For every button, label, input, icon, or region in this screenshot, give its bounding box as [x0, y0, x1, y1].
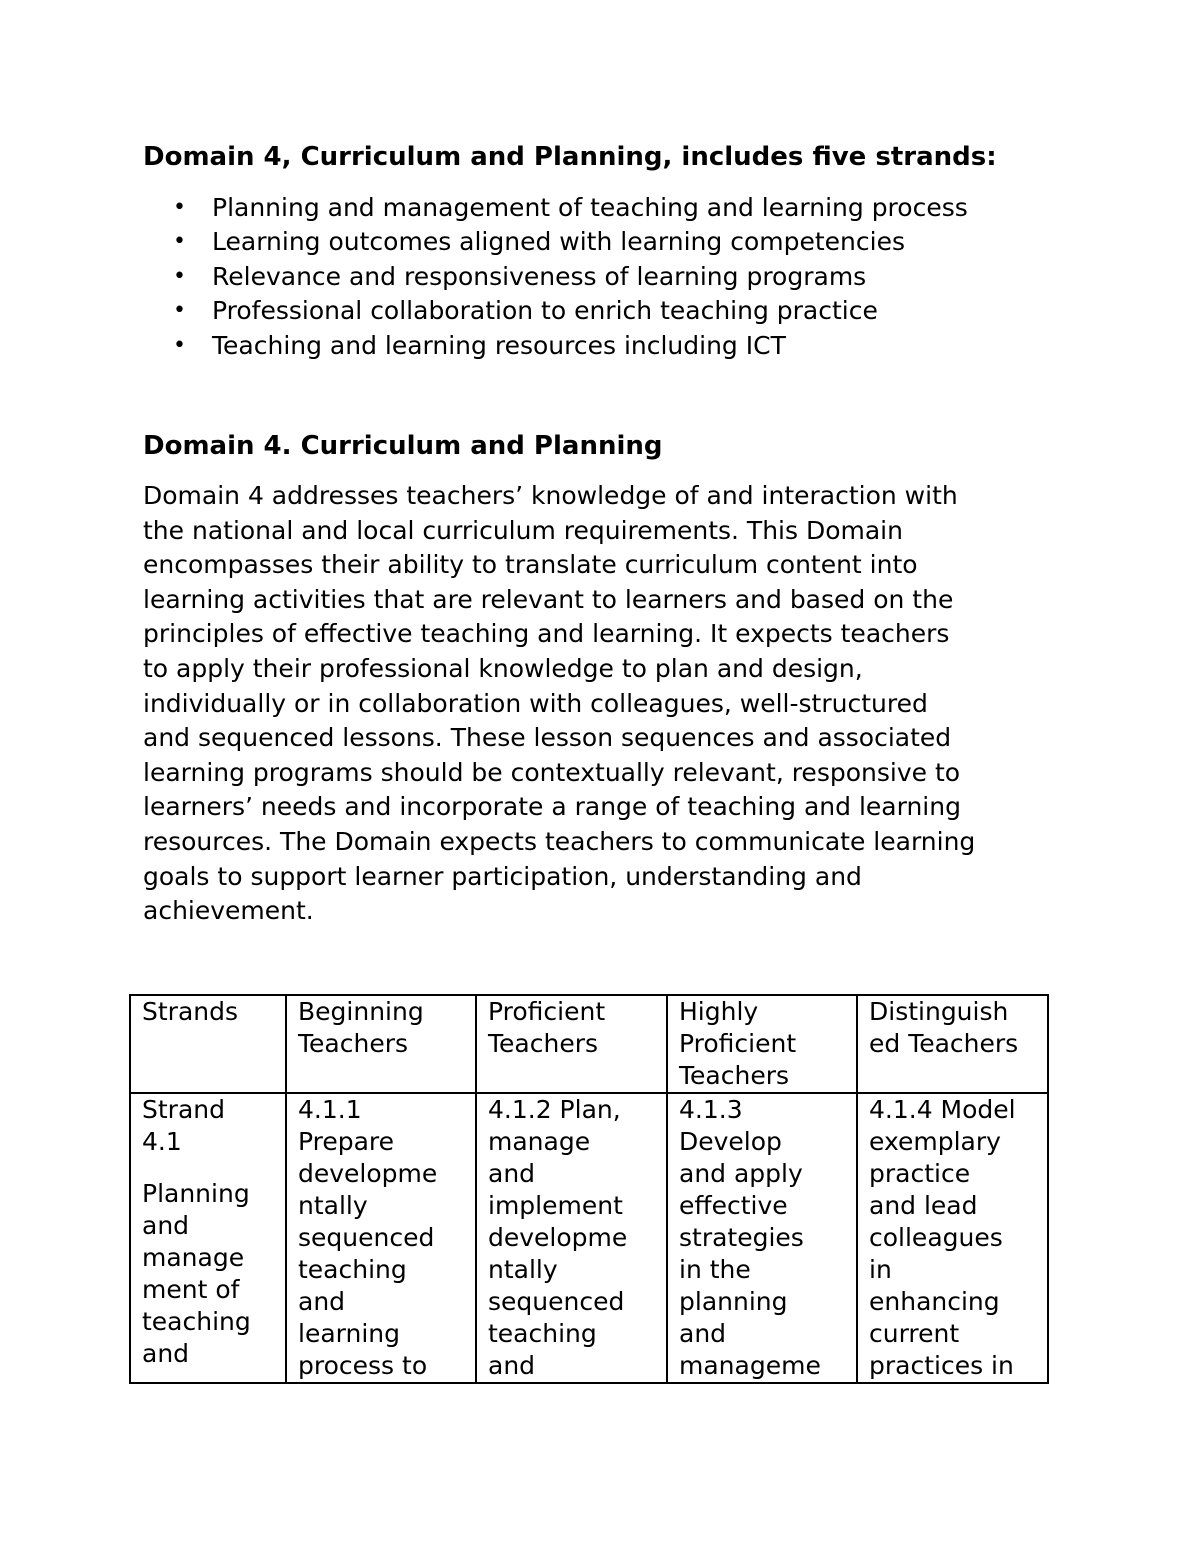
- header-line: Highly: [679, 997, 759, 1026]
- header-proficient-teachers: [476, 995, 667, 1093]
- paragraph-line: Domain 4 addresses teachers’ knowledge of and interaction with: [143, 481, 958, 510]
- header-line: Teachers: [679, 1061, 789, 1090]
- cell-beginning: [286, 1093, 476, 1383]
- cell-line: 4.1.1: [298, 1095, 362, 1124]
- list-item: [0, 329, 968, 363]
- cell-line: and: [488, 1351, 536, 1380]
- domain-description: [143, 479, 975, 929]
- cell-line: and: [142, 1211, 190, 1240]
- cell-line: planning: [679, 1287, 788, 1316]
- cell-line: manage: [488, 1127, 591, 1156]
- list-item-text: Relevance and responsiveness of learning programs: [212, 261, 867, 291]
- table-header-row: [130, 995, 1048, 1093]
- paragraph-line: achievement.: [143, 896, 314, 926]
- cell-line: manageme: [679, 1351, 821, 1380]
- cell-line: exemplary: [869, 1127, 1001, 1156]
- bullet-icon: •: [173, 195, 186, 220]
- cell-distinguished: [857, 1093, 1048, 1383]
- cell-line: and: [142, 1339, 190, 1368]
- paragraph-line: principles of effective teaching and learning. It expects teachers: [143, 619, 950, 649]
- cell-line: enhancing: [869, 1287, 1000, 1316]
- cell-line: process to: [298, 1351, 428, 1380]
- cell-line: 4.1.3: [679, 1095, 743, 1124]
- cell-line: manage: [142, 1243, 245, 1272]
- cell-line: strategies: [679, 1223, 804, 1252]
- list-item: [0, 225, 968, 259]
- header-line: Distinguish: [869, 997, 1009, 1026]
- cell-line: effective: [679, 1191, 788, 1220]
- bullet-icon: •: [173, 332, 186, 358]
- paragraph-line: resources. The Domain expects teachers to communicate learning: [143, 826, 976, 856]
- list-item: [0, 260, 968, 294]
- cell-line: Strand: [142, 1095, 225, 1124]
- cell-line: colleagues: [869, 1223, 1003, 1252]
- header-line: Proficient: [679, 1029, 797, 1058]
- cell-line: 4.1.4 Model: [869, 1095, 1016, 1124]
- paragraph-line: the national and local curriculum requirements. This Domain: [143, 515, 903, 545]
- list-item: [0, 191, 968, 225]
- cell-line: teaching: [142, 1307, 251, 1336]
- cell-spacer: [142, 1158, 285, 1178]
- cell-highly-proficient: [667, 1093, 857, 1383]
- cell-line: learning: [298, 1319, 400, 1348]
- strands-heading: Domain 4, Curriculum and Planning, includes five strands:: [143, 142, 997, 172]
- cell-line: ntally: [488, 1255, 558, 1284]
- strands-table: [129, 994, 1049, 1384]
- cell-line: Develop: [679, 1127, 782, 1156]
- list-item-text: Teaching and learning resources including ICT: [212, 330, 786, 360]
- bullet-icon: •: [173, 263, 186, 289]
- table-row: [130, 1093, 1048, 1383]
- header-line: Beginning: [298, 997, 424, 1026]
- cell-line: Planning: [142, 1179, 250, 1208]
- cell-line: and apply: [679, 1159, 803, 1188]
- cell-strand: [130, 1093, 286, 1383]
- bullet-icon: •: [173, 298, 186, 324]
- cell-line: ment of: [142, 1275, 240, 1304]
- header-line: Strands: [142, 997, 239, 1026]
- cell-proficient: [476, 1093, 667, 1383]
- cell-line: and: [488, 1159, 536, 1188]
- list-item-text: Planning and management of teaching and learning process: [212, 193, 968, 222]
- header-line: Teachers: [488, 1029, 598, 1058]
- cell-line: and: [679, 1319, 727, 1348]
- cell-line: sequenced: [298, 1223, 435, 1252]
- paragraph-line: learning activities that are relevant to learners and based on the: [143, 584, 954, 614]
- paragraph-line: and sequenced lessons. These lesson sequences and associated: [143, 723, 952, 753]
- header-beginning-teachers: [286, 995, 476, 1093]
- cell-line: developme: [298, 1159, 438, 1188]
- paragraph-line: goals to support learner participation, understanding and: [143, 861, 862, 891]
- cell-line: teaching: [488, 1319, 597, 1348]
- cell-line: developme: [488, 1223, 628, 1252]
- paragraph-line: individually or in collaboration with colleagues, well-structured: [143, 688, 928, 718]
- paragraph-line: to apply their professional knowledge to plan and design,: [143, 653, 863, 683]
- cell-line: Prepare: [298, 1127, 395, 1156]
- paragraph-line: learning programs should be contextually relevant, responsive to: [143, 757, 961, 787]
- cell-line: ntally: [298, 1191, 368, 1220]
- header-line: ed Teachers: [869, 1029, 1019, 1058]
- list-item-text: Professional collaboration to enrich teaching practice: [212, 296, 878, 326]
- cell-line: current: [869, 1319, 960, 1348]
- header-distinguished-teachers: [857, 995, 1048, 1093]
- cell-line: implement: [488, 1191, 623, 1220]
- bullet-icon: •: [173, 229, 186, 255]
- cell-line: practices in: [869, 1351, 1014, 1380]
- cell-line: practice: [869, 1159, 971, 1188]
- header-highly-proficient-teachers: [667, 995, 857, 1093]
- paragraph-line: encompasses their ability to translate curriculum content into: [143, 550, 918, 580]
- cell-line: 4.1: [142, 1127, 182, 1156]
- list-item: [0, 294, 968, 328]
- header-line: Teachers: [298, 1029, 408, 1058]
- cell-line: sequenced: [488, 1287, 625, 1316]
- header-strands: [130, 995, 286, 1093]
- strands-list: [0, 191, 968, 363]
- cell-line: in: [869, 1255, 892, 1284]
- list-item-text: Learning outcomes aligned with learning competencies: [212, 227, 905, 257]
- cell-line: 4.1.2 Plan,: [488, 1095, 621, 1124]
- cell-line: teaching: [298, 1255, 407, 1284]
- cell-line: and lead: [869, 1191, 978, 1220]
- header-line: Proficient: [488, 997, 606, 1026]
- cell-line: in the: [679, 1255, 751, 1284]
- domain-heading: Domain 4. Curriculum and Planning: [143, 431, 663, 461]
- cell-line: and: [298, 1287, 346, 1316]
- paragraph-line: learners’ needs and incorporate a range of teaching and learning: [143, 792, 961, 822]
